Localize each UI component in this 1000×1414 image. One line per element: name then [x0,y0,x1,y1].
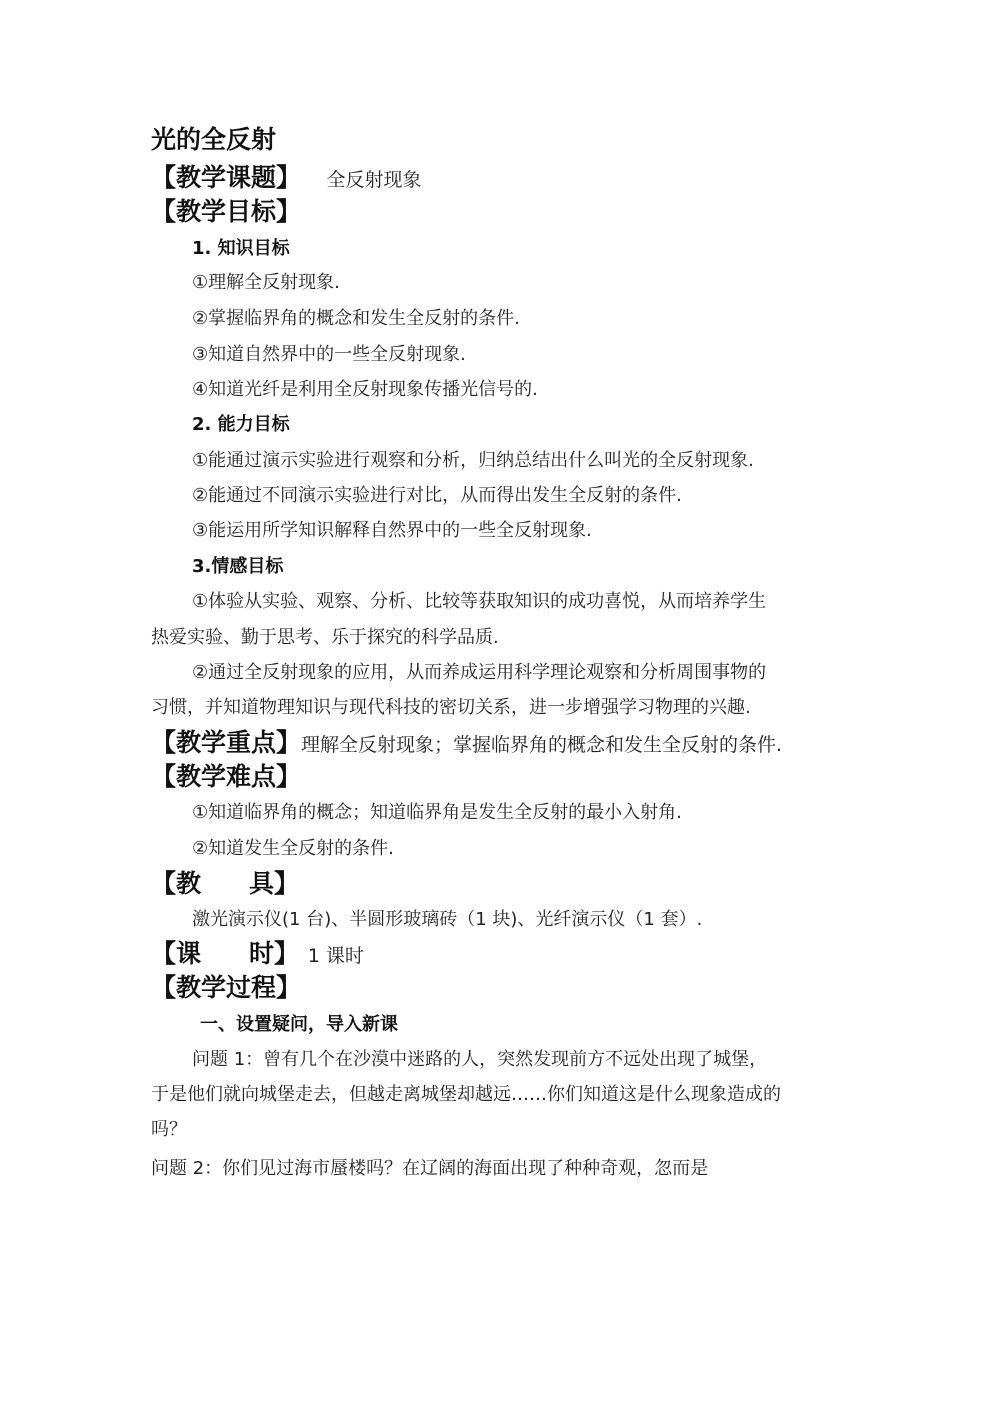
emotion-item-2-line-2: 习惯，并知道物理知识与现代科技的密切关系，进一步增强学习物理的兴趣. [151,697,751,718]
emotion-item-1-line-2: 热爱实验、勤于思考、乐于探究的科学品质. [151,627,499,648]
ability-item: ①能通过演示实验进行观察和分析，归纳总结出什么叫光的全反射现象. [192,450,754,471]
ability-heading: 2. 能力目标 [192,414,290,435]
emotion-item-1-line-1: ①体验从实验、观察、分析、比较等获取知识的成功喜悦，从而培养学生 [192,591,767,612]
question-2-line-1: 问题 2：你们见过海市蜃楼吗？在辽阔的海面出现了种种奇观，忽而是 [151,1158,709,1179]
question-1-line-3: 吗？ [151,1119,187,1140]
difficulty-item: ②知道发生全反射的条件. [192,838,394,859]
hours-label-left: 【课 [151,939,202,968]
knowledge-item: ①理解全反射现象. [192,272,340,293]
difficulty-item: ①知道临界角的概念；知道临界角是发生全反射的最小入射角. [192,802,682,823]
ability-item: ③能运用所学知识解释自然界中的一些全反射现象. [192,520,592,541]
knowledge-item: ③知道自然界中的一些全反射现象. [192,344,466,365]
hours-label-right: 时】 [249,939,300,968]
tools-label-right: 具】 [249,869,300,898]
question-1-line-1: 问题 1：曾有几个在沙漠中迷路的人，突然发现前方不远处出现了城堡， [192,1049,768,1070]
hours-value: 1 课时 [307,945,364,967]
hours-row [151,941,364,966]
document-title: 光的全反射 [151,125,277,154]
key-points-row [151,730,782,755]
topic-label: 【教学课题】 [151,163,302,192]
emotion-heading: 3.情感目标 [192,556,284,577]
tools-value: 激光演示仪(1 台)、半圆形玻璃砖（1 块)、光纤演示仪（1 套）. [192,909,703,930]
knowledge-heading: 1. 知识目标 [192,238,290,259]
difficulties-label: 【教学难点】 [151,762,302,791]
knowledge-item: ④知道光纤是利用全反射现象传播光信号的. [192,379,538,400]
topic-row [151,165,421,190]
knowledge-item: ②掌握临界角的概念和发生全反射的条件. [192,308,520,329]
question-1-line-2: 于是他们就向城堡走去，但越走离城堡却越远……你们知道这是什么现象造成的 [151,1084,781,1105]
key-points-value: 理解全反射现象；掌握临界角的概念和发生全反射的条件. [301,734,783,756]
process-section-1-heading: 一、设置疑问，导入新课 [200,1014,398,1035]
key-points-label: 【教学重点】 [151,728,302,757]
emotion-item-2-line-1: ②通过全反射现象的应用，从而养成运用科学理论观察和分析周围事物的 [192,662,767,683]
tools-label-left: 【教 [151,869,202,898]
ability-item: ②能通过不同演示实验进行对比，从而得出发生全反射的条件. [192,485,682,506]
topic-value: 全反射现象 [326,169,422,191]
process-label: 【教学过程】 [151,973,302,1002]
objectives-label: 【教学目标】 [151,197,302,226]
tools-label [151,871,299,896]
